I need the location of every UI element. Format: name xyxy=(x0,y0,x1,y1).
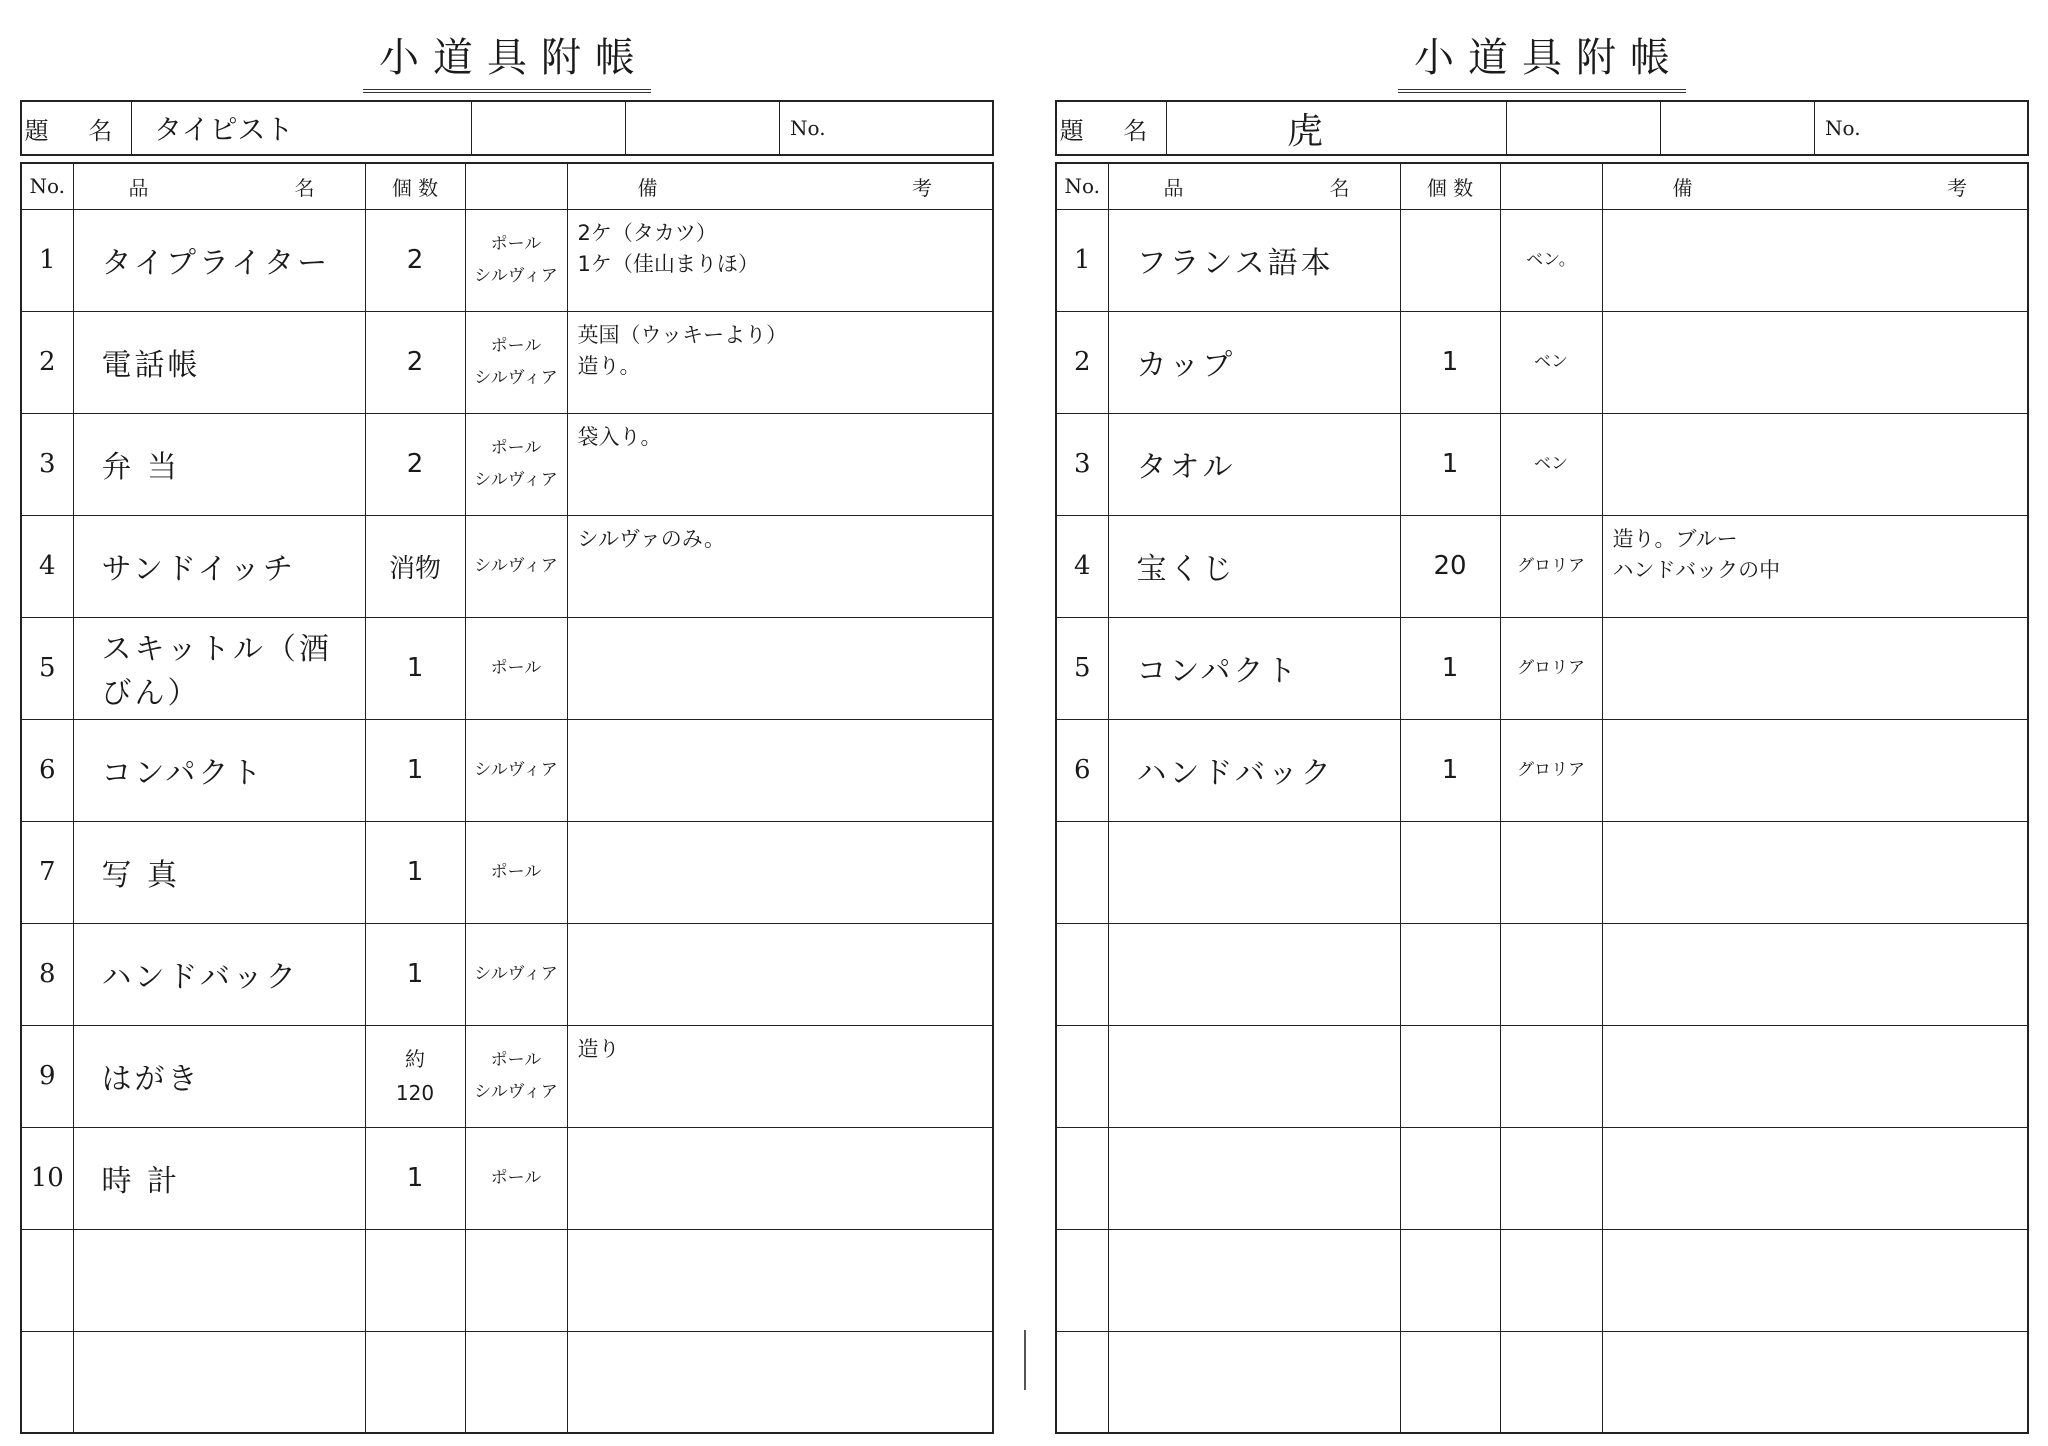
item-assignee-cell xyxy=(1500,1127,1602,1229)
item-notes-cell: 袋入り。 xyxy=(567,413,993,515)
item-number-cell: 1 xyxy=(1056,209,1108,311)
item-name-cell: ハンドバック xyxy=(1108,719,1400,821)
item-quantity-cell: 1 xyxy=(365,617,465,719)
item-notes-cell xyxy=(1602,413,2028,515)
item-notes-cell xyxy=(567,719,993,821)
title-header-row xyxy=(20,100,994,156)
item-notes-cell xyxy=(567,923,993,1025)
item-quantity-cell xyxy=(1400,209,1500,311)
item-quantity-cell xyxy=(1400,821,1500,923)
item-quantity-cell: 2 xyxy=(365,413,465,515)
item-quantity-cell: 約 120 xyxy=(365,1025,465,1127)
item-name-cell xyxy=(1108,923,1400,1025)
item-number-cell: 10 xyxy=(21,1127,73,1229)
item-name-cell: タオル xyxy=(1108,413,1400,515)
item-quantity-cell: 1 xyxy=(365,923,465,1025)
item-notes-cell xyxy=(567,1127,993,1229)
col-header-qty: 個 数 xyxy=(1400,163,1500,209)
item-assignee-cell: シルヴィア xyxy=(465,515,567,617)
item-number-cell xyxy=(21,1229,73,1331)
item-assignee-cell: グロリア xyxy=(1500,617,1602,719)
item-number-cell: 4 xyxy=(1056,515,1108,617)
item-assignee-cell xyxy=(465,1229,567,1331)
table-header-row xyxy=(21,163,993,209)
table-row xyxy=(21,821,993,923)
item-notes-cell xyxy=(567,1229,993,1331)
item-quantity-cell xyxy=(1400,1229,1500,1331)
item-name-cell xyxy=(1108,1127,1400,1229)
table-row xyxy=(1056,1127,2028,1229)
table-row xyxy=(21,1331,993,1433)
col-header-name: 品 名 xyxy=(1108,163,1400,209)
item-name-cell: 写 真 xyxy=(73,821,365,923)
col-header-no: No. xyxy=(21,163,73,209)
col-header-name: 品 名 xyxy=(73,163,365,209)
item-notes-cell xyxy=(567,1331,993,1433)
item-name-cell: コンパクト xyxy=(73,719,365,821)
item-assignee-cell: ポール シルヴィア xyxy=(465,1025,567,1127)
table-row xyxy=(1056,617,2028,719)
table-row xyxy=(1056,209,2028,311)
item-quantity-cell: 2 xyxy=(365,209,465,311)
item-name-cell xyxy=(73,1229,365,1331)
item-number-cell: 6 xyxy=(21,719,73,821)
item-notes-cell: 英国（ウッキーより） 造り。 xyxy=(567,311,993,413)
item-assignee-cell xyxy=(1500,923,1602,1025)
item-name-cell: はがき xyxy=(73,1025,365,1127)
header-blank-cell xyxy=(472,102,626,154)
title-label: 題 名 xyxy=(22,102,132,154)
item-assignee-cell: グロリア xyxy=(1500,515,1602,617)
table-row xyxy=(1056,719,2028,821)
item-quantity-cell xyxy=(1400,923,1500,1025)
table-row xyxy=(21,1025,993,1127)
table-row xyxy=(21,923,993,1025)
table-row xyxy=(1056,1229,2028,1331)
item-quantity-cell: 1 xyxy=(1400,413,1500,515)
item-notes-cell xyxy=(567,821,993,923)
item-notes-cell xyxy=(1602,617,2028,719)
table-header-row xyxy=(1056,163,2028,209)
table-row xyxy=(1056,515,2028,617)
page-fold-mark xyxy=(1024,1330,1026,1390)
table-row xyxy=(1056,923,2028,1025)
table-row xyxy=(21,413,993,515)
item-number-cell xyxy=(1056,1127,1108,1229)
table-row xyxy=(21,617,993,719)
item-number-cell xyxy=(1056,821,1108,923)
title-label: 題 名 xyxy=(1057,102,1167,154)
header-blank-cell xyxy=(1661,102,1815,154)
item-notes-cell xyxy=(1602,1331,2028,1433)
item-number-cell: 2 xyxy=(1056,311,1108,413)
item-assignee-cell: ベン xyxy=(1500,311,1602,413)
item-number-cell: 9 xyxy=(21,1025,73,1127)
col-header-notes: 備 考 xyxy=(1602,163,2028,209)
table-row xyxy=(21,1127,993,1229)
item-name-cell: 電話帳 xyxy=(73,311,365,413)
item-number-cell: 5 xyxy=(21,617,73,719)
title-header-row xyxy=(1055,100,2029,156)
item-assignee-cell: シルヴィア xyxy=(465,719,567,821)
item-number-cell: 5 xyxy=(1056,617,1108,719)
title-value: タイピスト xyxy=(132,102,472,154)
item-number-cell: 3 xyxy=(1056,413,1108,515)
item-assignee-cell xyxy=(465,1331,567,1433)
item-notes-cell xyxy=(1602,1229,2028,1331)
sheet-title: 小道具附帳 xyxy=(20,26,994,93)
item-quantity-cell xyxy=(1400,1331,1500,1433)
item-number-cell xyxy=(21,1331,73,1433)
item-notes-cell: 造り xyxy=(567,1025,993,1127)
table-row xyxy=(21,1229,993,1331)
item-number-cell: 2 xyxy=(21,311,73,413)
item-quantity-cell: 1 xyxy=(365,719,465,821)
item-number-cell: 7 xyxy=(21,821,73,923)
item-assignee-cell: ベン。 xyxy=(1500,209,1602,311)
col-header-no: No. xyxy=(1056,163,1108,209)
item-quantity-cell: 2 xyxy=(365,311,465,413)
item-number-cell xyxy=(1056,923,1108,1025)
col-header-assignee xyxy=(465,163,567,209)
table-row xyxy=(1056,413,2028,515)
item-assignee-cell: シルヴィア xyxy=(465,923,567,1025)
item-notes-cell xyxy=(567,617,993,719)
item-notes-cell xyxy=(1602,209,2028,311)
item-name-cell xyxy=(73,1331,365,1433)
item-notes-cell xyxy=(1602,311,2028,413)
item-name-cell xyxy=(1108,1331,1400,1433)
table-row xyxy=(1056,1331,2028,1433)
sheet-number-label: No. xyxy=(790,116,826,140)
item-number-cell: 6 xyxy=(1056,719,1108,821)
item-quantity-cell: 消物 xyxy=(365,515,465,617)
item-quantity-cell xyxy=(365,1229,465,1331)
item-assignee-cell xyxy=(1500,1331,1602,1433)
title-value: 虎 xyxy=(1167,102,1507,154)
item-number-cell: 8 xyxy=(21,923,73,1025)
header-blank-cell xyxy=(1507,102,1661,154)
item-assignee-cell: ポール xyxy=(465,617,567,719)
sheet-title: 小道具附帳 xyxy=(1055,26,2029,93)
props-table xyxy=(20,162,994,1434)
item-number-cell: 4 xyxy=(21,515,73,617)
sheet-number-label: No. xyxy=(1825,116,1861,140)
item-quantity-cell: 1 xyxy=(365,821,465,923)
item-name-cell: コンパクト xyxy=(1108,617,1400,719)
item-notes-cell xyxy=(1602,821,2028,923)
header-blank-cell xyxy=(626,102,780,154)
item-name-cell xyxy=(1108,821,1400,923)
item-name-cell: タイプライター xyxy=(73,209,365,311)
item-name-cell xyxy=(1108,1025,1400,1127)
item-quantity-cell xyxy=(1400,1127,1500,1229)
item-number-cell xyxy=(1056,1331,1108,1433)
item-assignee-cell xyxy=(1500,1025,1602,1127)
item-name-cell xyxy=(1108,1229,1400,1331)
item-number-cell xyxy=(1056,1229,1108,1331)
item-assignee-cell: グロリア xyxy=(1500,719,1602,821)
item-name-cell: ハンドバック xyxy=(73,923,365,1025)
item-name-cell: フランス語本 xyxy=(1108,209,1400,311)
table-row xyxy=(21,209,993,311)
props-table xyxy=(1055,162,2029,1434)
item-notes-cell xyxy=(1602,719,2028,821)
item-quantity-cell: 20 xyxy=(1400,515,1500,617)
item-notes-cell: シルヴァのみ。 xyxy=(567,515,993,617)
table-row xyxy=(21,515,993,617)
item-notes-cell: 2ケ（タカツ） 1ケ（佳山まりほ） xyxy=(567,209,993,311)
table-row xyxy=(1056,821,2028,923)
item-assignee-cell: ポール シルヴィア xyxy=(465,311,567,413)
item-name-cell: 宝くじ xyxy=(1108,515,1400,617)
col-header-notes: 備 考 xyxy=(567,163,993,209)
item-assignee-cell: ポール シルヴィア xyxy=(465,413,567,515)
item-number-cell: 3 xyxy=(21,413,73,515)
item-assignee-cell xyxy=(1500,821,1602,923)
item-name-cell: 弁 当 xyxy=(73,413,365,515)
item-assignee-cell: ポール シルヴィア xyxy=(465,209,567,311)
item-quantity-cell: 1 xyxy=(365,1127,465,1229)
col-header-qty: 個 数 xyxy=(365,163,465,209)
table-row xyxy=(1056,311,2028,413)
table-row xyxy=(21,311,993,413)
table-row xyxy=(21,719,993,821)
table-row xyxy=(1056,1025,2028,1127)
item-notes-cell xyxy=(1602,923,2028,1025)
item-number-cell: 1 xyxy=(21,209,73,311)
item-name-cell: サンドイッチ xyxy=(73,515,365,617)
item-quantity-cell xyxy=(365,1331,465,1433)
item-name-cell: スキットル（酒びん） xyxy=(73,617,365,719)
item-assignee-cell: ベン xyxy=(1500,413,1602,515)
item-notes-cell: 造り。ブルー ハンドバックの中 xyxy=(1602,515,2028,617)
prop-sheet-right xyxy=(1055,0,2029,1446)
item-quantity-cell xyxy=(1400,1025,1500,1127)
item-notes-cell xyxy=(1602,1025,2028,1127)
item-quantity-cell: 1 xyxy=(1400,617,1500,719)
item-quantity-cell: 1 xyxy=(1400,719,1500,821)
item-notes-cell xyxy=(1602,1127,2028,1229)
item-name-cell: 時 計 xyxy=(73,1127,365,1229)
item-assignee-cell: ポール xyxy=(465,1127,567,1229)
item-assignee-cell xyxy=(1500,1229,1602,1331)
prop-sheet-left xyxy=(20,0,994,1446)
col-header-assignee xyxy=(1500,163,1602,209)
item-assignee-cell: ポール xyxy=(465,821,567,923)
item-name-cell: カップ xyxy=(1108,311,1400,413)
item-quantity-cell: 1 xyxy=(1400,311,1500,413)
item-number-cell xyxy=(1056,1025,1108,1127)
